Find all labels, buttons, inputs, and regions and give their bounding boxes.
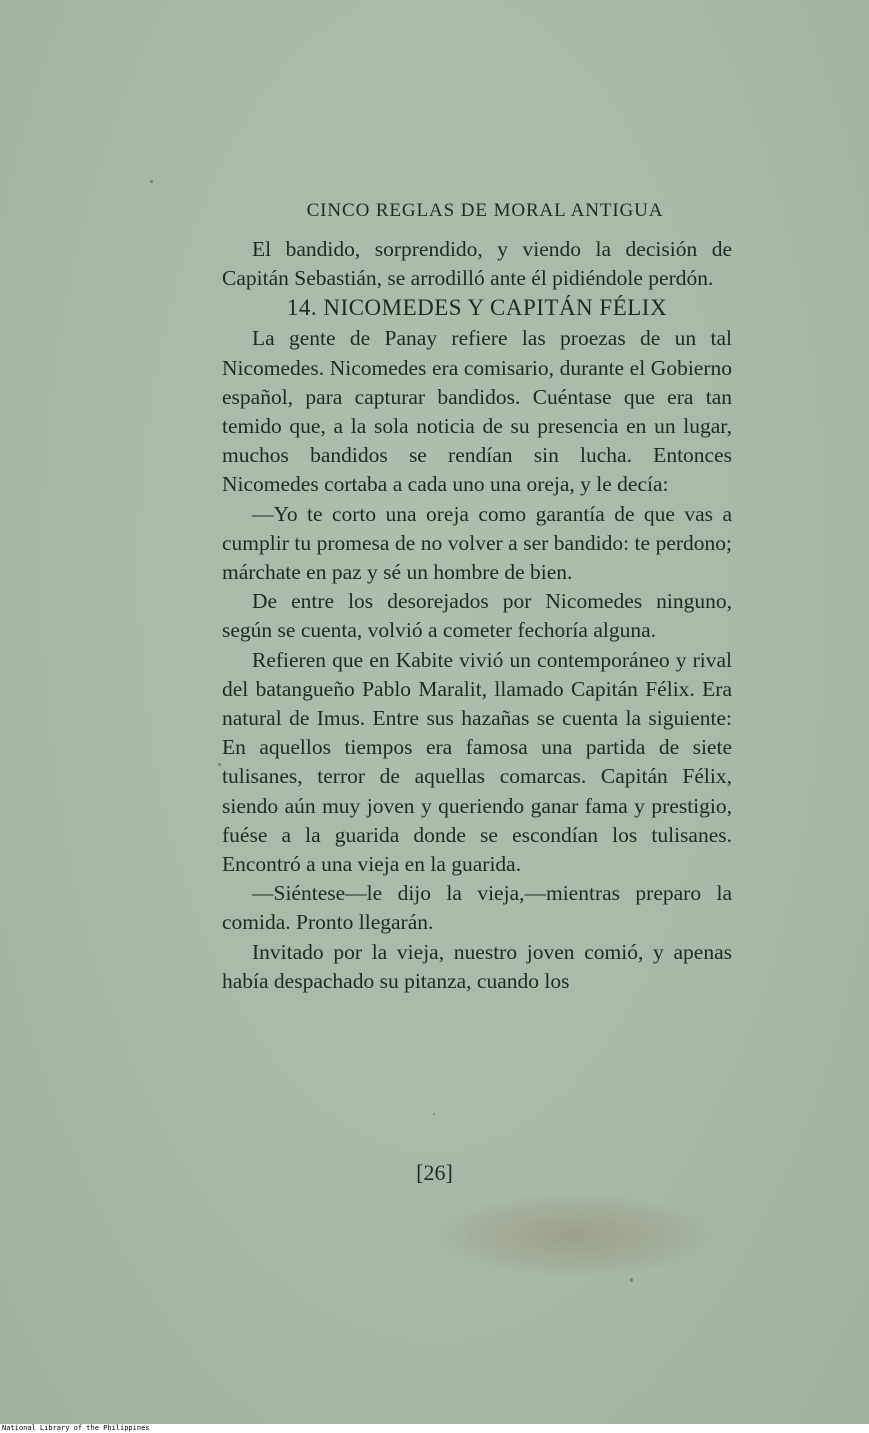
running-header: CINCO REGLAS DE MORAL ANTIGUA: [306, 200, 664, 221]
paper-speck: [433, 1113, 435, 1115]
paragraph: —Yo te corto una oreja como garantía de que vas a cumplir tu promesa de no volver a ser bandido: te perdono; márchate en paz y sé un hombre de bien.: [222, 501, 732, 585]
paragraph: El bandido, sorprendido, y viendo la decisión de Capitán Sebastián, se arrodilló ante él pidiéndole perdón.: [222, 237, 732, 291]
page-text: [222, 200, 732, 996]
paragraph: Invitado por la vieja, nuestro joven comió, y apenas había despachado su pitanza, cuando los: [222, 939, 732, 993]
library-credit: National Library of the Philippines: [2, 1424, 150, 1432]
paragraph: Refieren que en Kabite vivió un contemporáneo y rival del batangueño Pablo Maralit, llamado Capitán Félix. Era natural de Imus. Entre sus hazañas se cuenta la siguiente: En aquellos tiempos era famosa una partida de siete tulisanes, terror de aquellas comarcas. Capitán Félix, siendo aún muy joven y queriendo ganar fama y prestigio, fuése a la guarida donde se escondían los tulisanes. Encontró a una vieja en la guarida.: [222, 647, 732, 877]
paper-speck: [150, 180, 153, 183]
section-title: 14. NICOMEDES Y CAPITÁN FÉLIX: [286, 295, 668, 321]
paper-speck: [630, 1278, 633, 1282]
paragraph: —Siéntese—le dijo la vieja,—mientras preparo la comida. Pronto llegarán.: [222, 881, 732, 935]
paper-speck: [218, 763, 221, 766]
page-number: [26]: [416, 1160, 453, 1185]
paragraph: La gente de Panay refiere las proezas de un tal Nicomedes. Nicomedes era comisario, durante el Gobierno español, para capturar bandidos. Cuéntase que era tan temido que, a la sola noticia de su presencia en un lugar, muchos bandidos se rendían sin lucha. Entonces Nicomedes cortaba a cada uno una oreja, y le decía:: [222, 326, 732, 497]
paragraph: De entre los desorejados por Nicomedes ninguno, según se cuenta, volvió a cometer fechoría alguna.: [222, 589, 732, 643]
ink-bleed-through: [440, 1195, 710, 1275]
